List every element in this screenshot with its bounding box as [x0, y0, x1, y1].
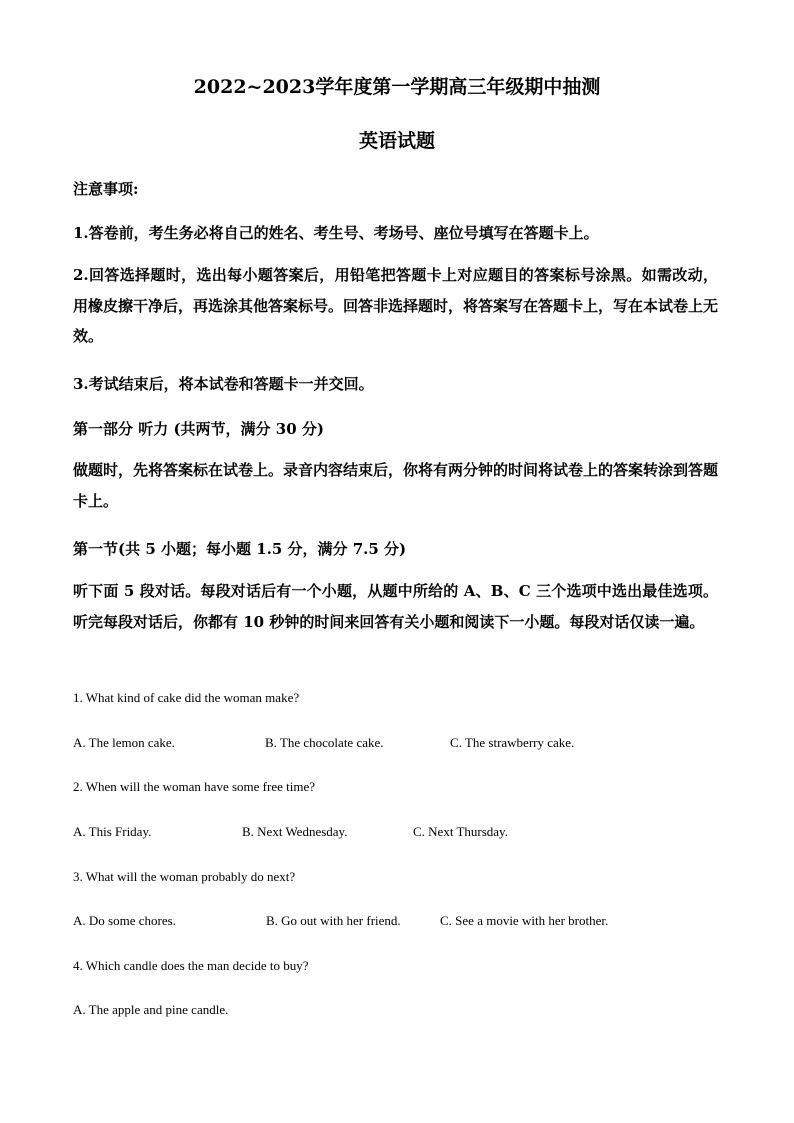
- section1-instruction: 听下面 5 段对话。每段对话后有一个小题，从题中所给的 A、B、C 三个选项中选出最佳选项。听完每段对话后，你都有 10 秒钟的时间来回答有关小题和阅读下一小题。每段对话仅读一遍。: [73, 582, 718, 631]
- notice-item-3: 3.考试结束后，将本试卷和答题卡一并交回。: [73, 375, 374, 393]
- question-2-option-a: A. This Friday.: [73, 824, 152, 839]
- question-1-option-c: C. The strawberry cake.: [450, 735, 575, 750]
- question-4-option-a: A. The apple and pine candle.: [73, 1002, 229, 1017]
- part1-heading: 第一部分 听力 (共两节，满分 30 分): [73, 420, 324, 438]
- question-1-option-a: A. The lemon cake.: [73, 735, 175, 750]
- question-1-stem: 1. What kind of cake did the woman make?: [73, 690, 300, 705]
- notice-heading: 注意事项:: [73, 180, 139, 198]
- question-1-option-b: B. The chocolate cake.: [265, 735, 384, 750]
- notice-item-2: 2.回答选择题时，选出每小题答案后，用铅笔把答题卡上对应题目的答案标号涂黑。如需改动，用橡皮擦干净后，再选涂其他答案标号。回答非选择题时，将答案写在答题卡上，写在本试卷上无效。: [73, 266, 719, 345]
- question-3-option-a: A. Do some chores.: [73, 913, 176, 928]
- exam-subtitle: 英语试题: [358, 130, 435, 152]
- question-2-stem: 2. When will the woman have some free time?: [73, 779, 315, 794]
- part1-instruction: 做题时，先将答案标在试卷上。录音内容结束后，你将有两分钟的时间将试卷上的答案转涂到答题卡上。: [73, 461, 719, 510]
- section1-heading: 第一节(共 5 小题；每小题 1.5 分，满分 7.5 分): [73, 540, 407, 558]
- question-3-stem: 3. What will the woman probably do next?: [73, 869, 296, 884]
- question-2-option-b: B. Next Wednesday.: [242, 824, 348, 839]
- question-4-stem: 4. Which candle does the man decide to buy?: [73, 958, 309, 973]
- question-2-option-c: C. Next Thursday.: [413, 824, 508, 839]
- question-3-option-c: C. See a movie with her brother.: [440, 913, 609, 928]
- exam-title: 2022~2023学年度第一学期高三年级期中抽测: [193, 76, 601, 98]
- notice-item-1: 1.答卷前，考生务必将自己的姓名、考生号、考场号、座位号填写在答题卡上。: [73, 224, 599, 242]
- question-3-option-b: B. Go out with her friend.: [266, 913, 401, 928]
